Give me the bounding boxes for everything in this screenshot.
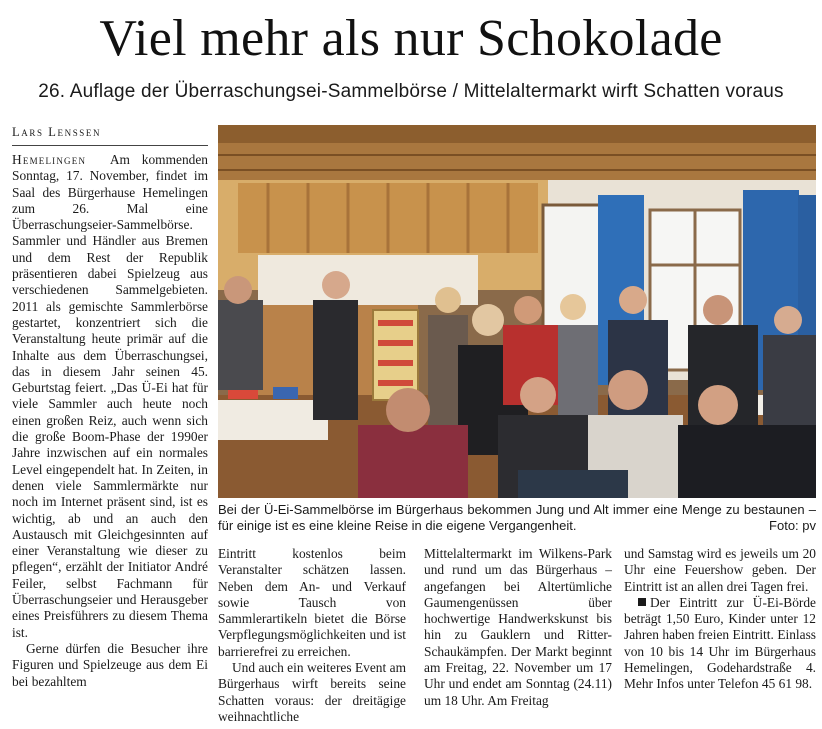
bullet-square-icon: [638, 598, 646, 606]
event-photo-illustration: [218, 125, 816, 498]
photo-credit: Foto: pv: [769, 518, 816, 533]
lead-text: Am kommenden Sonntag, 17. November, findet im Saal des Bürgerhause Hemelingen zum 26. Mal eine Überraschungseier-Sammelbörse. Sammler und Händler aus Bremen und dem Rest der Republik präsentieren dabei Spielzeug aus verschiedenen Sammelgebieten. 2011 als gemischte Sammlerbörse gestartet, konzentriert sich die Veranstaltung heute primär auf die Inhalte aus dem Überraschungsei, das in diesem Jahr seinen 45. Geburtstag feiert. „Das Ü-Ei hat für viele Sammler auch heute noch einen großen Reiz, auch wenn sich die große Boom-Phase der 1990er Jahre inzwischen auf ein normales Level eingependelt hat. In Zeiten, in denen viele Sammlermärkte nur noch im Internet präsent sind, ist es wichtig, ab und an auch den Austausch mit Gleichgesinnten auf einer Veranstaltung wie dieser zu pflegen“, erzählt der Initiator André Feiler, selbst Fachmann für Überraschungseier und Herausgeber eines Preisführers zu diesem Thema ist.: [12, 152, 208, 640]
paragraph: Mittelaltermarkt im Wilkens-Park und rund um das Bürgerhaus – angefangen bei Altertümliche Gaumengenüssen über hochwertige Handwerkskunst bis hin zu Gauklern und Ritter-Schaukämpfen. Der Markt beginnt am Freitag, 22. November um 17 Uhr und endet am Sonntag (24.11) um 18 Uhr. Am Freitag: [424, 546, 612, 708]
caption-text: Bei der Ü-Ei-Sammelbörse im Bürgerhaus bekommen Jung und Alt immer eine Menge zu bestaunen – für einige ist es eine kleine Reise in die eigene Vergangenheit.: [218, 502, 816, 533]
subheadline: 26. Auflage der Überraschungsei-Sammelbörse / Mittelaltermarkt wirft Schatten voraus: [38, 81, 784, 102]
paragraph: Eintritt kostenlos beim Veranstalter schätzen lassen. Neben dem An- und Verkauf sowie Tausch von Sammlerartikeln bietet die Börse Verpflegungsmöglichkeiten und ist barrierefrei zu erreichen.: [218, 546, 406, 659]
author-byline: Lars Lenssen: [12, 125, 102, 139]
paragraph: Und auch ein weiteres Event am Bürgerhaus wirft bereits seine Schatten voraus: der dreitägige weihnachtliche: [218, 660, 406, 724]
paragraph: und Samstag wird es jeweils um 20 Uhr eine Feuershow geben. Der Eintritt ist an allen drei Tagen frei.: [624, 546, 816, 594]
byline-rule: [12, 145, 208, 146]
lead-paragraph: [12, 152, 208, 641]
info-paragraph: [624, 595, 816, 693]
headline: Viel mehr als nur Schokolade: [99, 10, 723, 67]
article-column-4: [624, 546, 816, 726]
paragraph: Gerne dürfen die Besucher ihre Figuren und Spielzeuge aus dem Ei bei bezahltem: [12, 640, 208, 689]
event-photo: [218, 125, 816, 498]
article-column-1: [12, 152, 208, 724]
article-column-2: [218, 546, 406, 726]
dateline: Hemelingen: [12, 152, 87, 167]
photo-caption: [218, 502, 816, 534]
article-column-3: [424, 546, 612, 726]
info-text: Der Eintritt zur Ü-Ei-Börde beträgt 1,50 Euro, Kinder unter 12 Jahren haben freien Eintritt. Einlass von 10 bis 14 Uhr im Bürgerhaus Hemelingen, Godehardstraße 4. Mehr Infos unter Telefon 45 61 98.: [624, 594, 816, 692]
